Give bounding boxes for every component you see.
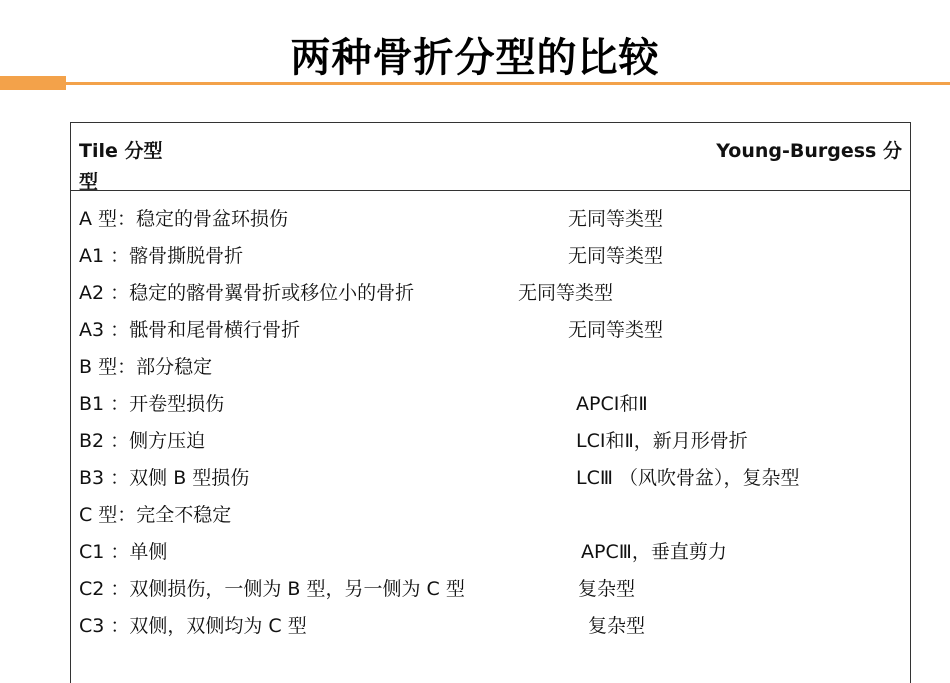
header-wrapped-text: 型 <box>79 171 99 193</box>
young-burgess-cell: APCⅠ和Ⅱ <box>576 393 648 415</box>
table-header <box>71 123 910 191</box>
table-row <box>71 198 910 235</box>
tile-type-cell: A3 ：骶骨和尾骨横行骨折 <box>79 319 301 341</box>
table-row <box>71 420 910 457</box>
tile-type-cell: B 型：部分稳定 <box>79 356 213 378</box>
young-burgess-cell: 无同等类型 <box>568 208 664 230</box>
young-burgess-cell: 复杂型 <box>588 615 646 637</box>
table-row <box>71 531 910 568</box>
header-tile-classification: Tile 分型 <box>79 140 163 162</box>
young-burgess-cell: 复杂型 <box>578 578 636 600</box>
tile-type-cell: A2 ：稳定的髂骨翼骨折或移位小的骨折 <box>79 282 415 304</box>
tile-type-cell: C 型：完全不稳定 <box>79 504 232 526</box>
page-title: 两种骨折分型的比较 <box>290 35 660 81</box>
tile-type-cell: C3 ：双侧，双侧均为 C 型 <box>79 615 307 637</box>
tile-type-cell: C2 ：双侧损伤，一侧为 B 型，另一侧为 C 型 <box>79 578 465 600</box>
comparison-table <box>70 122 911 683</box>
table-row <box>71 235 910 272</box>
table-row <box>71 568 910 605</box>
tile-type-cell: B2 ：侧方压迫 <box>79 430 206 452</box>
tile-type-cell: A1 ：髂骨撕脱骨折 <box>79 245 244 267</box>
title-accent-bar <box>0 76 66 90</box>
tile-type-cell: C1 ：单侧 <box>79 541 168 563</box>
young-burgess-cell: LCⅠ和Ⅱ，新月形骨折 <box>576 430 748 452</box>
table-row <box>71 309 910 346</box>
young-burgess-cell: LCⅢ （风吹骨盆），复杂型 <box>576 467 800 489</box>
young-burgess-cell: 无同等类型 <box>568 319 664 341</box>
header-young-burgess-classification: Young-Burgess 分 <box>716 140 902 162</box>
table-row <box>71 605 910 642</box>
table-row <box>71 346 910 383</box>
table-row <box>71 383 910 420</box>
young-burgess-cell: 无同等类型 <box>518 282 614 304</box>
table-row <box>71 494 910 531</box>
tile-type-cell: B3 ：双侧 B 型损伤 <box>79 467 250 489</box>
young-burgess-cell: 无同等类型 <box>568 245 664 267</box>
table-row <box>71 272 910 309</box>
tile-type-cell: B1 ：开卷型损伤 <box>79 393 225 415</box>
tile-type-cell: A 型：稳定的骨盆环损伤 <box>79 208 289 230</box>
young-burgess-cell: APCⅢ，垂直剪力 <box>581 541 727 563</box>
title-divider-line <box>66 82 950 85</box>
table-row <box>71 457 910 494</box>
